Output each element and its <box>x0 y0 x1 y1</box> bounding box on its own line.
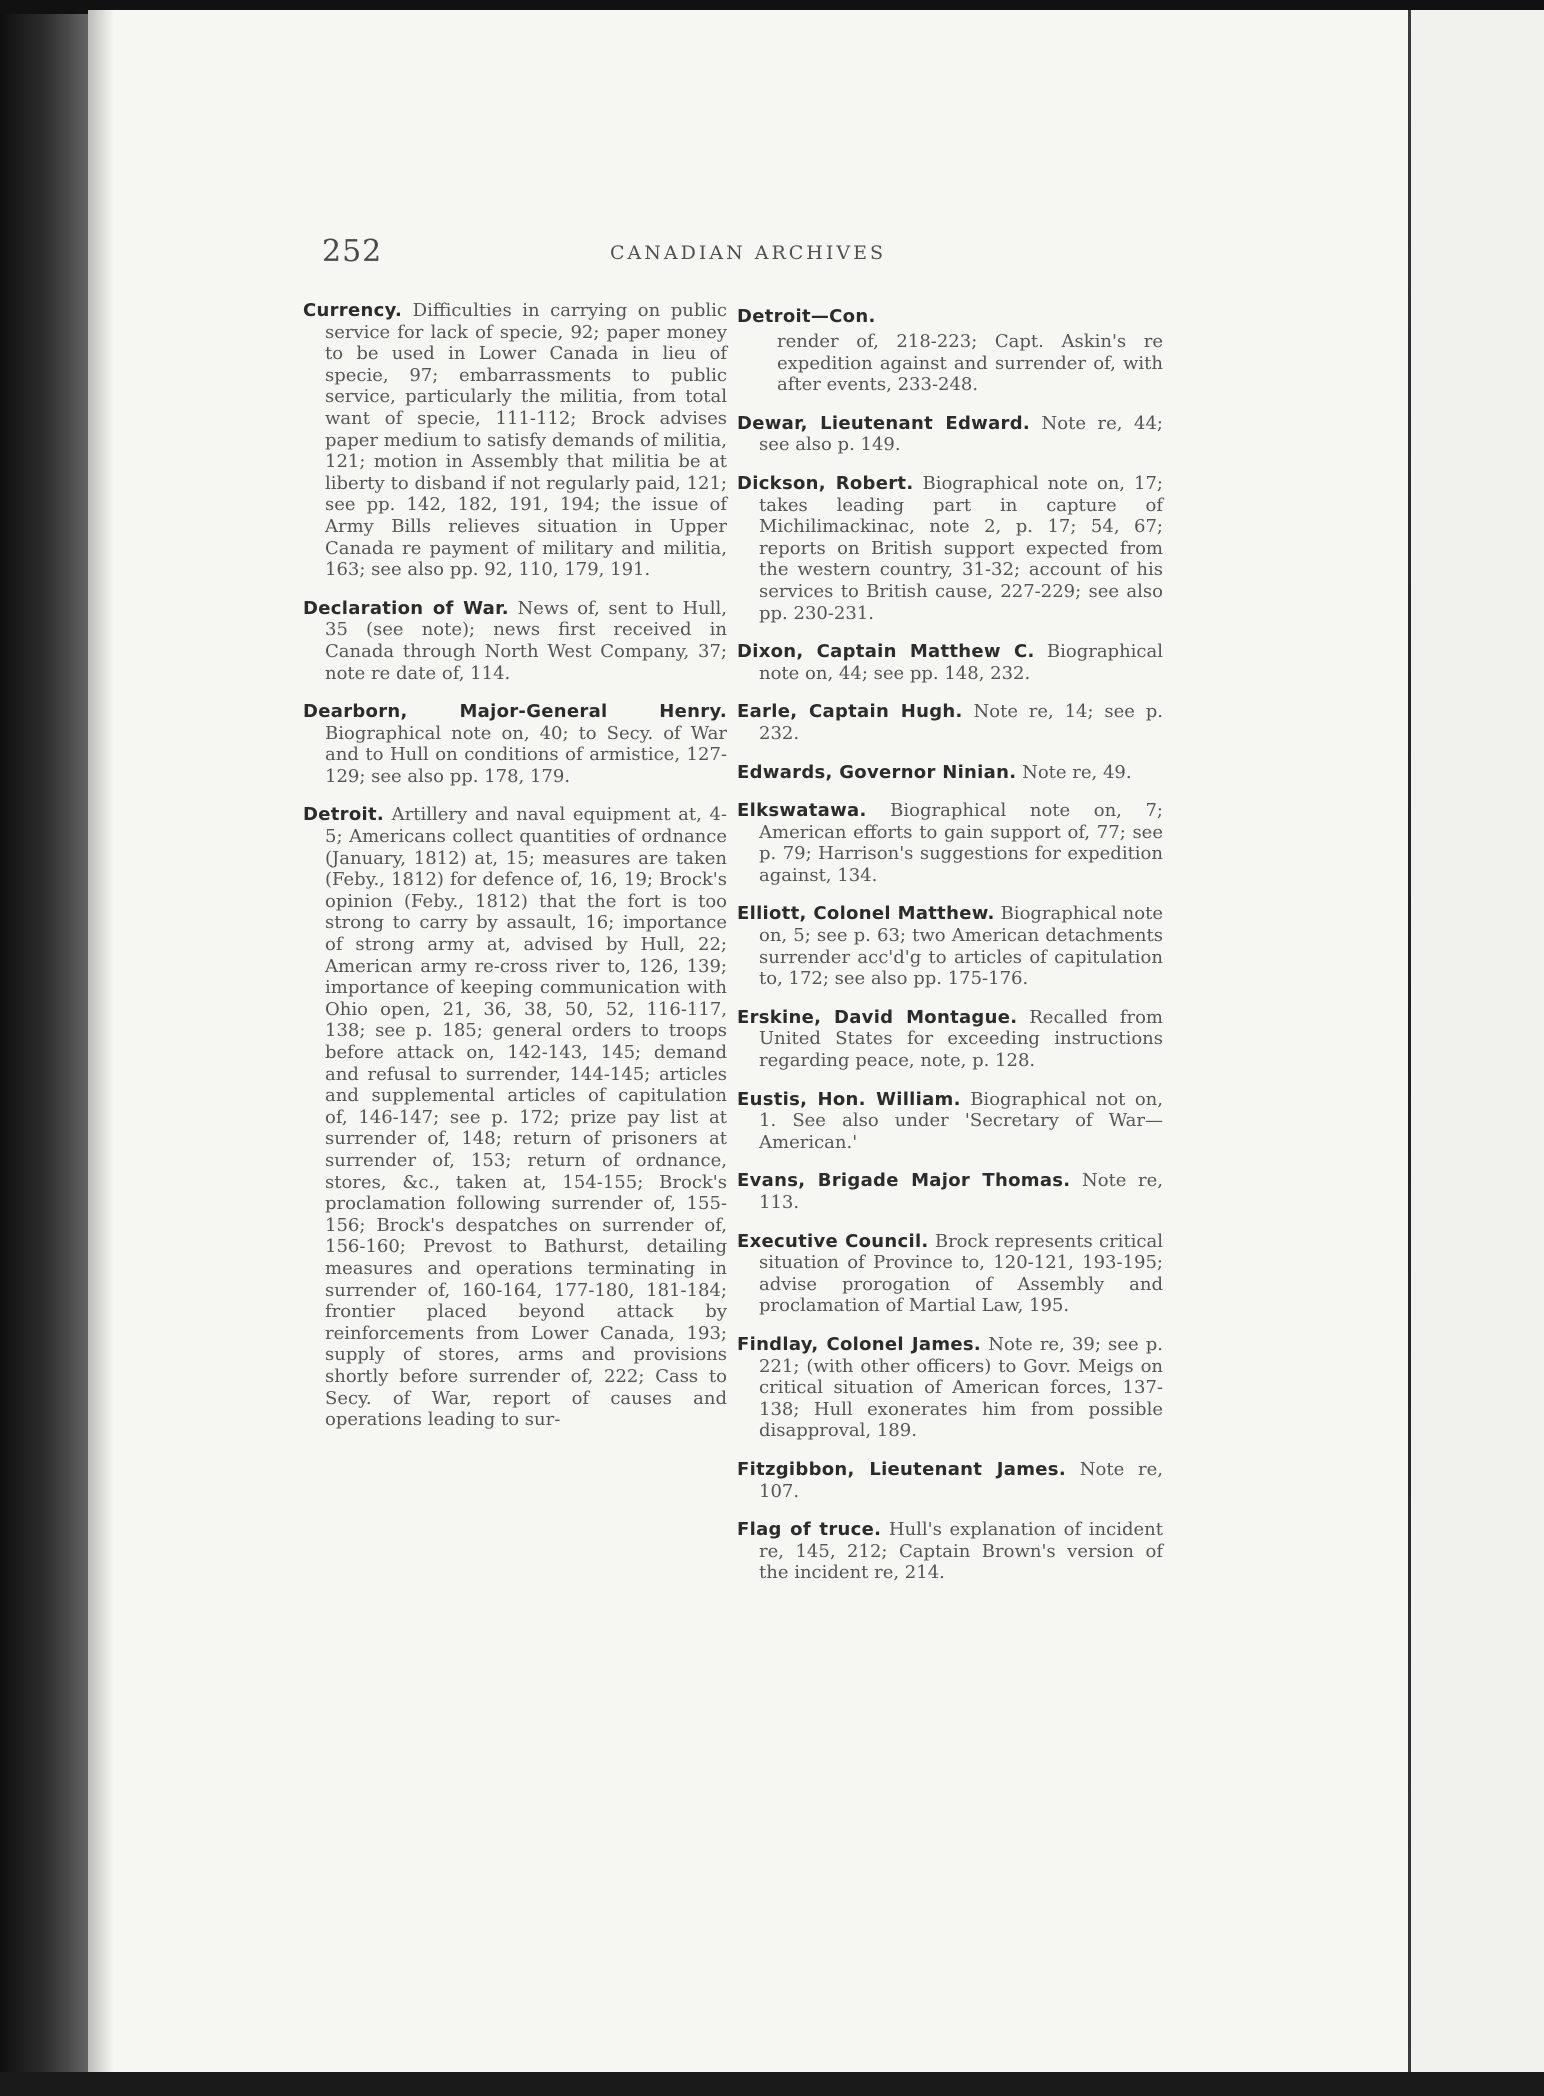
index-entry <box>303 300 727 581</box>
index-entry <box>303 804 727 1430</box>
entry-text: Recalled from United States for exceeding instructions regarding peace, note, p. 128. <box>759 1006 1163 1072</box>
entry-text: Note re, 39; see p. 221; (with other officers) to Govr. Meigs on critical situation of American forces, 137-138; Hull exonerates him from possible disapproval, 189. <box>759 1333 1163 1442</box>
scan-edge-bottom <box>0 2072 1544 2096</box>
page-number: 252 <box>322 234 383 269</box>
entry-text: News of, sent to Hull, 35 (see note); news first received in Canada through North West Company, 37; note re date of, 114. <box>325 597 727 684</box>
index-entry <box>737 1170 1163 1213</box>
index-entry <box>737 903 1163 989</box>
entry-text: Brock represents critical situation of Province to, 120-121, 193-195; advise prorogation of Assembly and proclamation of Martial Law, 195. <box>759 1230 1163 1317</box>
entry-heading: Dearborn, Major-General Henry. <box>303 701 727 723</box>
page-header <box>322 234 1182 274</box>
entry-text: Biographical note on, 5; see p. 63; two American detachments surrender acc'd'g to articles of capitulation to, 172; see also pp. 175-176. <box>759 903 1163 990</box>
entry-heading: Detroit. <box>303 804 385 826</box>
entry-heading: Currency. <box>303 300 403 321</box>
facing-page-margin <box>1411 10 1544 2074</box>
entry-text: Hull's explanation of incident re, 145, 212; Captain Brown's version of the incident re, 214. <box>759 1519 1163 1584</box>
entry-text: Biographical note on, 7; American efforts to gain support of, 77; see p. 79; Harrison's suggestions for expedition against, 134. <box>759 800 1163 886</box>
index-entry <box>737 641 1163 684</box>
entry-heading: Eustis, Hon. William. <box>737 1088 961 1110</box>
entry-heading: Findlay, Colonel James. <box>737 1333 982 1355</box>
index-entry <box>737 1519 1163 1584</box>
running-title: CANADIAN ARCHIVES <box>610 242 886 264</box>
entry-heading: Declaration of War. <box>303 597 509 619</box>
scan-edge-left <box>0 0 92 2096</box>
entry-text: Artillery and naval equipment at, 4-5; Americans collect quantities of ordnance (January, 1812) at, 15; measures are taken (Feby., 1812) for defence of, 16, 19; Brock's opinion (Feby., 1812) that the fort is too strong to carry by assault, 16; importance of strong army at, advised by Hull, 22; American army re-cross river to, 126, 139; importance of keeping communication with Ohio open, 21, 36, 38, 50, 52, 116-117, 138; see p. 185; general orders to troops before attack on, 142-143, 145; demand and refusal to surrender, 144-145; articles and supplemental articles of capitulation of, 146-147; see p. 172; prize pay list at surrender of, 148; return of prisoners at surrender of, 153; return of ordnance, stores, &c., taken at, 154-155; Brock's proclamation following surrender of, 155-156; Brock's despatches on surrender of, 156-160; Prevost to Bathurst, detailing measures and operations terminating in surrender of, 160-164, 177-180, 181-184; frontier placed beyond attack by reinforcements from Lower Canada, 193; supply of stores, arms and provisions shortly before surrender of, 222; Cass to Secy. of War, report of causes and operations leading to sur- <box>325 804 727 1431</box>
entry-heading: Erskine, David Montague. <box>737 1006 1018 1028</box>
entry-heading: Evans, Brigade Major Thomas. <box>737 1170 1071 1192</box>
continuation-heading: Detroit—Con. <box>737 306 876 327</box>
index-entry <box>303 701 727 787</box>
index-entry <box>737 762 1163 784</box>
entry-text: Biographical note on, 44; see pp. 148, 232. <box>759 641 1163 684</box>
index-entry <box>737 1231 1163 1317</box>
entry-heading: Flag of truce. <box>737 1519 882 1541</box>
index-column-right <box>737 306 1163 1601</box>
entry-text: Biographical note on, 17; takes leading part in capture of Michilimackinac, note 2, p. 17; 54, 67; reports on British support expected from the western country, 31-32; account of his services to British cause, 227-229; see also pp. 230-231. <box>759 472 1163 624</box>
index-entry <box>737 1007 1163 1072</box>
index-entry <box>303 598 727 684</box>
entry-text: Note re, 49. <box>1022 761 1132 783</box>
entry-heading: Dixon, Captain Matthew C. <box>737 641 1035 663</box>
index-entry <box>737 413 1163 456</box>
index-entry <box>737 800 1163 886</box>
index-entry <box>737 1334 1163 1442</box>
entry-heading: Dickson, Robert. <box>737 472 914 494</box>
entry-heading: Elliott, Colonel Matthew. <box>737 903 995 925</box>
entry-heading: Edwards, Governor Ninian. <box>737 761 1017 783</box>
entry-heading: Dewar, Lieutenant Edward. <box>737 412 1031 434</box>
index-entry <box>737 1459 1163 1502</box>
entry-text: Biographical note on, 40; to Secy. of War and to Hull on conditions of armistice, 127-129; see also pp. 178, 179. <box>325 722 727 787</box>
entry-text: Difficulties in carrying on public service for lack of specie, 92; paper money to be used in Lower Canada in lieu of specie, 97; embarrassments to public service, particularly the militia, from total want of specie, 111-112; Brock advises paper medium to satisfy demands of militia, 121; motion in Assembly that militia be at liberty to disband if not regularly paid, 121; see pp. 142, 182, 191, 194; the issue of Army Bills relieves situation in Upper Canada re payment of military and militia, 163; see also pp. 92, 110, 179, 191. <box>325 300 727 581</box>
entry-text: Note re, 14; see p. 232. <box>759 701 1163 744</box>
entry-text: Note re, 113. <box>759 1170 1163 1213</box>
index-column-left <box>303 300 727 1448</box>
entry-heading: Fitzgibbon, Lieutenant James. <box>737 1458 1066 1480</box>
index-entry <box>737 473 1163 624</box>
entry-heading: Executive Council. <box>737 1230 929 1252</box>
entry-heading: Elkswatawa. <box>737 800 867 822</box>
index-entry <box>737 701 1163 744</box>
continuation-text: render of, 218-223; Capt. Askin's re expedition against and surrender of, with after events, 233-248. <box>777 331 1163 396</box>
index-entry <box>737 1089 1163 1154</box>
entry-text: Biographical not on, 1. See also under 'Secretary of War—American.' <box>759 1088 1163 1153</box>
entry-text: Note re, 107. <box>759 1458 1163 1502</box>
entry-heading: Earle, Captain Hugh. <box>737 701 963 723</box>
entry-text: Note re, 44; see also p. 149. <box>759 412 1163 456</box>
